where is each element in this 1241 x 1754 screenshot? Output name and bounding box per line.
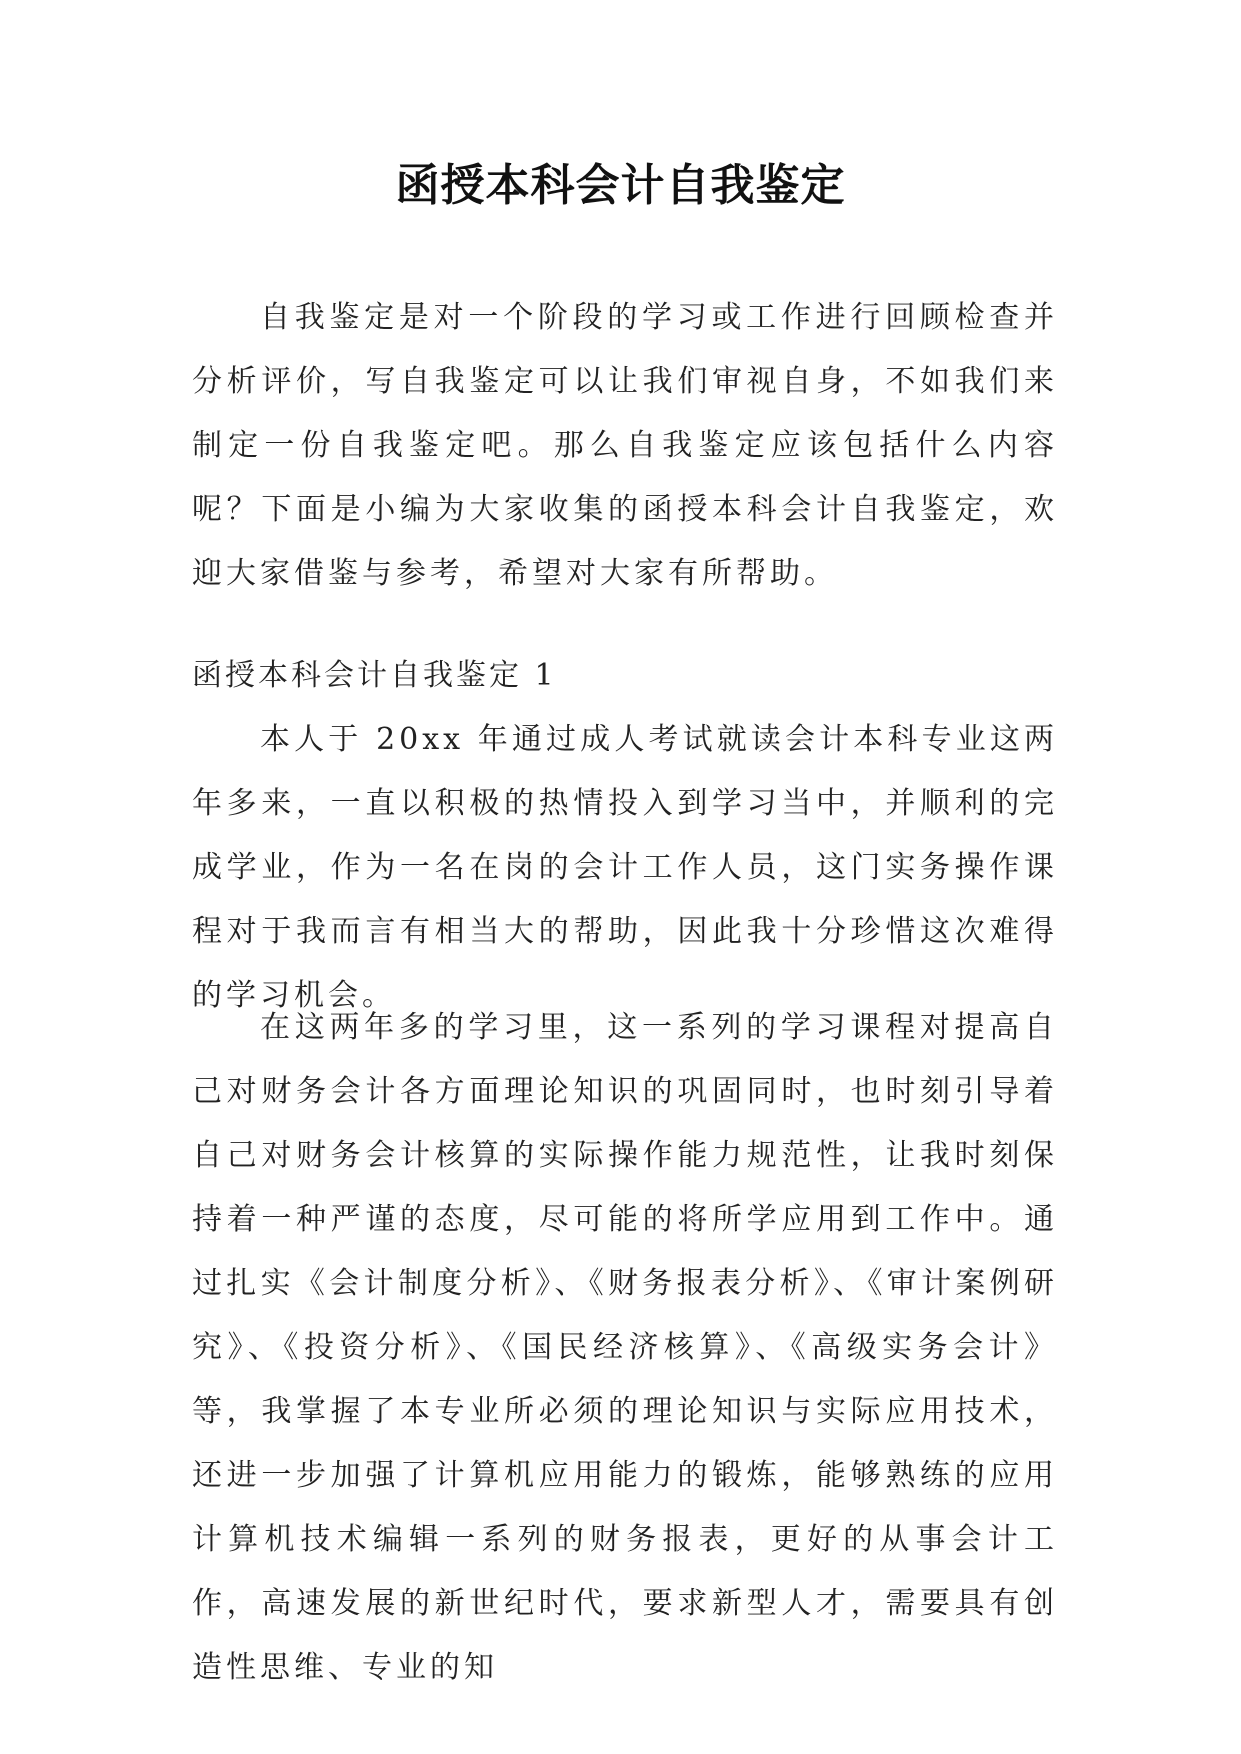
intro-paragraph: 自我鉴定是对一个阶段的学习或工作进行回顾检查并分析评价，写自我鉴定可以让我们审视自身，不如我们来制定一份自我鉴定吧。那么自我鉴定应该包括什么内容呢？下面是小编为大家收集的函授本科会计自我鉴定，欢迎大家借鉴与参考，希望对大家有所帮助。	[192, 300, 1058, 591]
document-title: 函授本科会计自我鉴定	[395, 160, 846, 211]
body-paragraph: 在这两年多的学习里，这一系列的学习课程对提高自己对财务会计各方面理论知识的巩固同时，也时刻引导着自己对财务会计核算的实际操作能力规范性，让我时刻保持着一种严谨的态度，尽可能的将所学应用到工作中。通过扎实《会计制度分析》、《财务报表分析》、《审计案例研究》、《投资分析》、《国民经济核算》、《高级实务会计》等，我掌握了本专业所必须的理论知识与实际应用技术，还进一步加强了计算机应用能力的锻炼，能够熟练的应用计算机技术编辑一系列的财务报表，更好的从事会计工作，高速发展的新世纪时代，要求新型人才，需要具有创造性思维、专业的知	[192, 1010, 1058, 1685]
body-paragraph: 本人于 20xx 年通过成人考试就读会计本科专业这两年多来，一直以积极的热情投入到学习当中，并顺利的完成学业，作为一名在岗的会计工作人员，这门实务操作课程对于我而言有相当大的帮助，因此我十分珍惜这次难得的学习机会。	[192, 722, 1058, 1013]
section-heading: 函授本科会计自我鉴定 1	[192, 658, 557, 693]
